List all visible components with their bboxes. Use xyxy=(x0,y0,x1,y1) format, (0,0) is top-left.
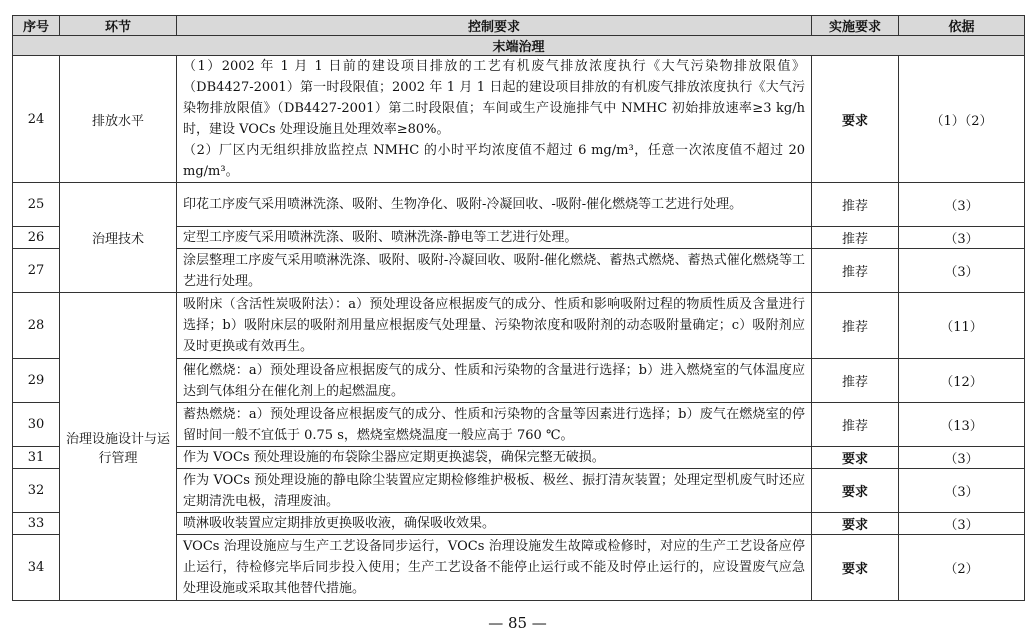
requirement-part-1: （1）2002 年 1 月 1 日前的建设项目排放的工艺有机废气排放浓度执行《大气污染物排放限值》（DB4427-2001）第一时段限值；2002 年 1 月 1 日起的建设项目排放的有机废气排放浓度执行《大气污染物排放限值》（DB4427-2001）第二时段限值；车间或生产设施排气中 NMHC 初始排放速率≥3 kg/h 时，建设 VOCs 处理设施且处理效率≥80%。 xyxy=(183,59,805,137)
header-row xyxy=(13,16,1025,36)
row-requirement: 催化燃烧：a）预处理设备应根据废气的成分、性质和污染物的含量进行选择；b）进入燃烧室的气体温度应达到气体组分在催化剂上的起燃温度。 xyxy=(177,359,812,403)
row-requirement: 印花工序废气采用喷淋洗涤、吸附、生物净化、吸附-冷凝回收、-吸附-催化燃烧等工艺进行处理。 xyxy=(177,183,812,227)
stage-design: 治理设施设计与运行管理 xyxy=(60,293,177,601)
row-no: 24 xyxy=(13,56,60,183)
stage-tech: 治理技术 xyxy=(60,183,177,293)
row-basis: （3） xyxy=(899,513,1025,535)
row-implementation: 推荐 xyxy=(812,183,899,227)
row-implementation: 推荐 xyxy=(812,359,899,403)
header-stage: 环节 xyxy=(60,16,177,36)
row-no: 30 xyxy=(13,403,60,447)
header-basis: 依据 xyxy=(899,16,1025,36)
row-requirement: VOCs 治理设施应与生产工艺设备同步运行，VOCs 治理设施发生故障或检修时，对应的生产工艺设备应停止运行，待检修完毕后同步投入使用；生产工艺设备不能停止运行或不能及时停止运行的，应设置废气应急处理设施或采取其他替代措施。 xyxy=(177,535,812,601)
row-basis: （12） xyxy=(899,359,1025,403)
row-requirement: 涂层整理工序废气采用喷淋洗涤、吸附、吸附-冷凝回收、吸附-催化燃烧、蓄热式燃烧、蓄热式催化燃烧等工艺进行处理。 xyxy=(177,249,812,293)
row-requirement: 吸附床（含活性炭吸附法）：a）预处理设备应根据废气的成分、性质和影响吸附过程的物质性质及含量进行选择；b）吸附床层的吸附剂用量应根据废气处理量、污染物浓度和吸附剂的动态吸附量确定；c）吸附剂应及时更换或有效再生。 xyxy=(177,293,812,359)
row-basis: （3） xyxy=(899,249,1025,293)
row-no: 31 xyxy=(13,447,60,469)
row-basis: （1）（2） xyxy=(899,56,1025,183)
row-no: 27 xyxy=(13,249,60,293)
row-requirement: 作为 VOCs 预处理设施的静电除尘装置应定期检修维护极板、极丝、振打清灰装置；处理定型机废气时还应定期清洗电极，清理废油。 xyxy=(177,469,812,513)
row-no: 29 xyxy=(13,359,60,403)
row-implementation: 要求 xyxy=(812,535,899,601)
section-title: 末端治理 xyxy=(13,36,1025,56)
table-row xyxy=(13,183,1025,227)
row-no: 33 xyxy=(13,513,60,535)
row-implementation: 要求 xyxy=(812,447,899,469)
row-basis: （3） xyxy=(899,447,1025,469)
row-implementation: 推荐 xyxy=(812,403,899,447)
stage-emission: 排放水平 xyxy=(60,56,177,183)
row-no: 34 xyxy=(13,535,60,601)
requirements-table xyxy=(12,15,1025,601)
table-row xyxy=(13,56,1025,183)
header-no: 序号 xyxy=(13,16,60,36)
row-no: 26 xyxy=(13,227,60,249)
page-number: — 85 — xyxy=(488,614,547,632)
row-implementation: 要求 xyxy=(812,469,899,513)
row-basis: （3） xyxy=(899,469,1025,513)
table-row xyxy=(13,293,1025,359)
row-basis: （13） xyxy=(899,403,1025,447)
row-requirement: 定型工序废气采用喷淋洗涤、吸附、喷淋洗涤-静电等工艺进行处理。 xyxy=(177,227,812,249)
row-implementation: 要求 xyxy=(812,56,899,183)
row-basis: （3） xyxy=(899,227,1025,249)
row-implementation: 推荐 xyxy=(812,293,899,359)
header-requirement: 控制要求 xyxy=(177,16,812,36)
row-requirement: 作为 VOCs 预处理设施的布袋除尘器应定期更换滤袋，确保完整无破损。 xyxy=(177,447,812,469)
header-implementation: 实施要求 xyxy=(812,16,899,36)
row-requirement: 喷淋吸收装置应定期排放更换吸收液，确保吸收效果。 xyxy=(177,513,812,535)
section-row xyxy=(13,36,1025,56)
row-requirement: 蓄热燃烧：a）预处理设备应根据废气的成分、性质和污染物的含量等因素进行选择；b）废气在燃烧室的停留时间一般不宜低于 0.75 s，燃烧室燃烧温度一般应高于 760 ℃。 xyxy=(177,403,812,447)
row-no: 28 xyxy=(13,293,60,359)
row-implementation: 要求 xyxy=(812,513,899,535)
row-no: 32 xyxy=(13,469,60,513)
row-basis: （2） xyxy=(899,535,1025,601)
row-implementation: 推荐 xyxy=(812,227,899,249)
row-implementation: 推荐 xyxy=(812,249,899,293)
row-requirement xyxy=(177,56,812,183)
row-basis: （3） xyxy=(899,183,1025,227)
row-no: 25 xyxy=(13,183,60,227)
requirement-part-2: （2）厂区内无组织排放监控点 NMHC 的小时平均浓度值不超过 6 mg/m³，任意一次浓度值不超过 20 mg/m³。 xyxy=(183,143,805,179)
row-basis: （11） xyxy=(899,293,1025,359)
